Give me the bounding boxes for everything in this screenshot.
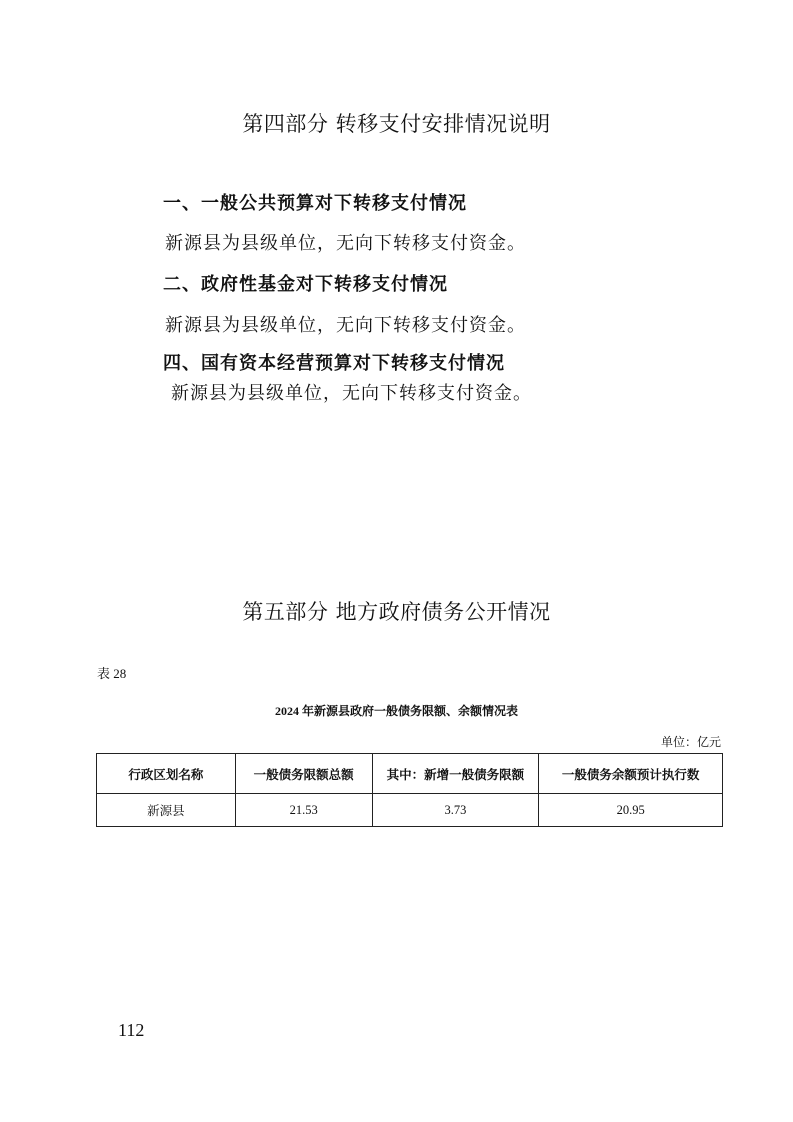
cell-new-debt-limit: 3.73 [372, 794, 539, 827]
section-heading-government-fund: 二、政府性基金对下转移支付情况 [163, 274, 448, 295]
header-debt-limit-total: 一般债务限额总额 [235, 754, 372, 794]
cell-region-name: 新源县 [97, 794, 236, 827]
section-heading-general-budget: 一、一般公共预算对下转移支付情况 [163, 193, 467, 214]
header-new-debt-limit: 其中：新增一般债务限额 [372, 754, 539, 794]
header-debt-balance-estimate: 一般债务余额预计执行数 [539, 754, 723, 794]
cell-debt-limit-total: 21.53 [235, 794, 372, 827]
table-header-row [97, 754, 723, 794]
page-number: 112 [118, 1020, 145, 1040]
debt-table [96, 753, 723, 827]
table-row [97, 794, 723, 827]
cell-debt-balance-estimate: 20.95 [539, 794, 723, 827]
part5-title: 第五部分 地方政府债务公开情况 [242, 600, 551, 624]
unit-label: 单位：亿元 [660, 735, 721, 749]
part4-title: 第四部分 转移支付安排情况说明 [242, 112, 551, 136]
section-text-government-fund: 新源县为县级单位，无向下转移支付资金。 [165, 315, 526, 336]
section-text-general-budget: 新源县为县级单位，无向下转移支付资金。 [165, 233, 526, 254]
header-region-name: 行政区划名称 [97, 754, 236, 794]
table-title: 2024 年新源县政府一般债务限额、余额情况表 [274, 704, 518, 718]
section-heading-state-capital: 四、国有资本经营预算对下转移支付情况 [163, 353, 505, 374]
table-label: 表 28 [97, 666, 127, 681]
section-text-state-capital: 新源县为县级单位，无向下转移支付资金。 [171, 383, 532, 404]
